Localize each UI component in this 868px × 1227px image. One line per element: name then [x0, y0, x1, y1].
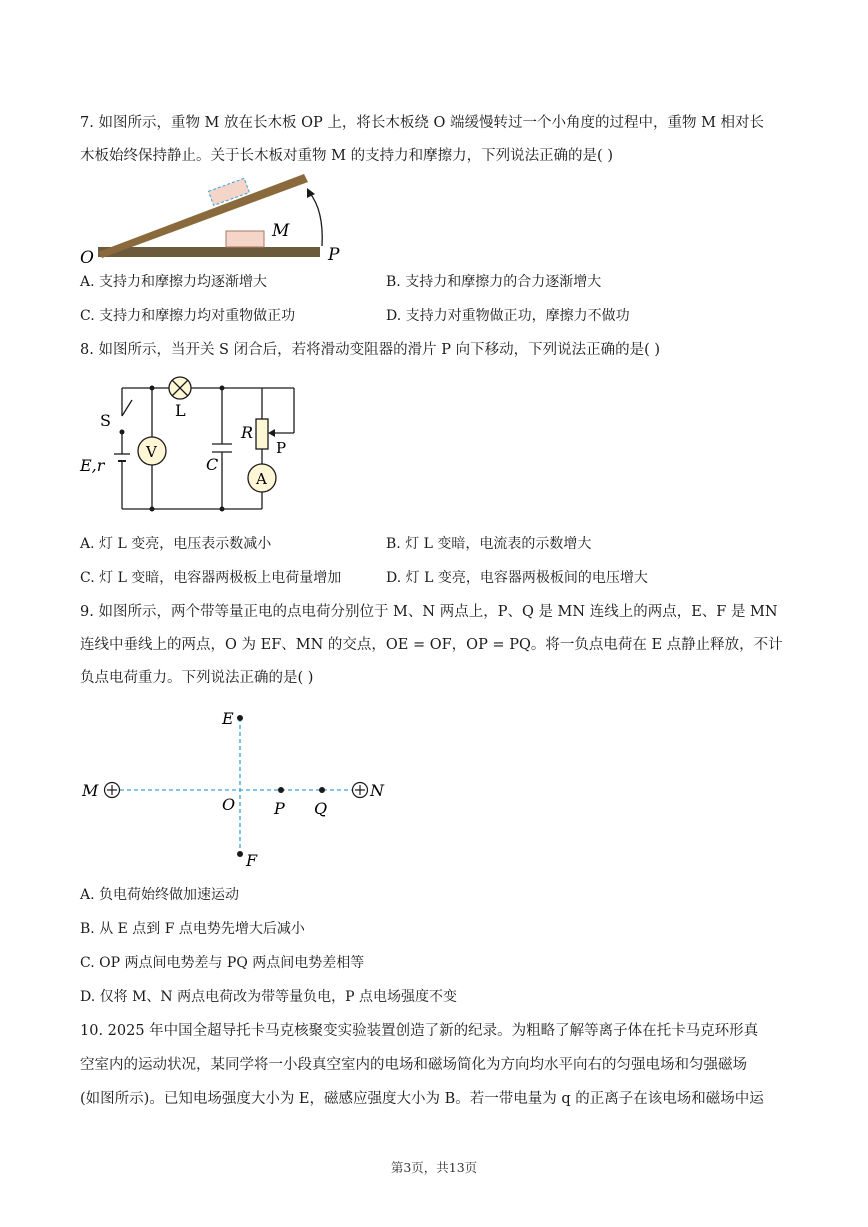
label-s: S [100, 411, 111, 430]
q10-stem-line2: 空室内的运动状况，某同学将一小段真空室内的电场和磁场简化为方向均水平向右的匀强电场和匀强磁场 [80, 1057, 747, 1073]
label-m: M [82, 781, 99, 800]
label-v: V [146, 443, 157, 461]
q9-stem-line2: 连线中垂线上的两点，O 为 EF、MN 的交点，OE = OF，OP = PQ。将一负点电荷在 E 点静止释放，不计 [80, 637, 783, 653]
label-l: L [175, 401, 186, 420]
label-q: Q [314, 799, 328, 818]
point-q [319, 787, 325, 793]
label-e: E,r [80, 456, 105, 475]
q8-option-d: D. 灯 L 变亮，电容器两极板间的电压增大 [386, 570, 648, 586]
q9-stem-line3: 负点电荷重力。下列说法正确的是( ) [80, 670, 314, 686]
q8-option-a: A. 灯 L 变亮，电压表示数减小 [80, 536, 272, 552]
block-m [226, 231, 264, 247]
label-o: O [80, 248, 94, 266]
q7-stem-line2: 木板始终保持静止。关于长木板对重物 M 的支持力和摩擦力，下列说法正确的是( ) [80, 148, 613, 164]
switch-pivot [120, 430, 125, 435]
label-c: C [206, 455, 219, 474]
label-r: R [241, 423, 254, 442]
q9-figure [74, 702, 404, 872]
label-o: O [222, 795, 236, 814]
point-e [237, 715, 243, 721]
q9-option-a: A. 负电荷始终做加速运动 [80, 887, 240, 903]
label-n: N [370, 781, 384, 800]
page-footer: 第3页，共13页 [390, 1160, 478, 1175]
q7-figure [74, 170, 354, 266]
q8-circuit [74, 374, 314, 514]
q8-option-b: B. 灯 L 变暗，电流表的示数增大 [386, 536, 592, 552]
q9-stem-line1: 9. 如图所示，两个带等量正电的点电荷分别位于 M、N 两点上，P、Q 是 MN 连线上的两点，E、F 是 MN [80, 604, 778, 620]
resistor-r [256, 419, 268, 449]
q7-option-d: D. 支持力对重物做正功，摩擦力不做功 [386, 308, 630, 324]
q9-option-d: D. 仅将 M、N 两点电荷改为带等量负电，P 点电场强度不变 [80, 989, 457, 1005]
label-p: P [328, 245, 340, 265]
q10-stem-line3: (如图所示)。已知电场强度大小为 E，磁感应强度大小为 B。若一带电量为 q 的正离子在该电场和磁场中运 [80, 1091, 764, 1107]
q7-option-b: B. 支持力和摩擦力的合力逐渐增大 [386, 274, 602, 290]
point-p [278, 787, 284, 793]
label-e: E [222, 709, 234, 728]
q7-stem-line1: 7. 如图所示，重物 M 放在长木板 OP 上，将长木板绕 O 端缓慢转过一个小角度的过程中，重物 M 相对长 [80, 115, 765, 131]
label-a: A [256, 470, 267, 488]
label-p: P [276, 439, 287, 457]
board-horizontal [98, 247, 320, 257]
q9-option-c: C. OP 两点间电势差与 PQ 两点间电势差相等 [80, 955, 365, 971]
label-p: P [274, 799, 285, 818]
label-m: M [272, 221, 290, 241]
q7-option-c: C. 支持力和摩擦力均对重物做正功 [80, 308, 296, 324]
q10-stem-line1: 10. 2025 年中国全超导托卡马克核聚变实验装置创造了新的纪录。为粗略了解等离子体在托卡马克环形真 [80, 1023, 759, 1039]
q9-option-b: B. 从 E 点到 F 点电势先增大后减小 [80, 921, 305, 937]
board-tilted [98, 174, 308, 258]
point-f [237, 851, 243, 857]
q8-stem-line1: 8. 如图所示，当开关 S 闭合后，若将滑动变阻器的滑片 P 向下移动，下列说法正确的是( ) [80, 342, 660, 358]
rotation-arrow [309, 192, 322, 246]
q8-option-c: C. 灯 L 变暗，电容器两极板上电荷量增加 [80, 570, 342, 586]
label-f: F [246, 851, 258, 870]
q7-option-a: A. 支持力和摩擦力均逐渐增大 [80, 274, 268, 290]
